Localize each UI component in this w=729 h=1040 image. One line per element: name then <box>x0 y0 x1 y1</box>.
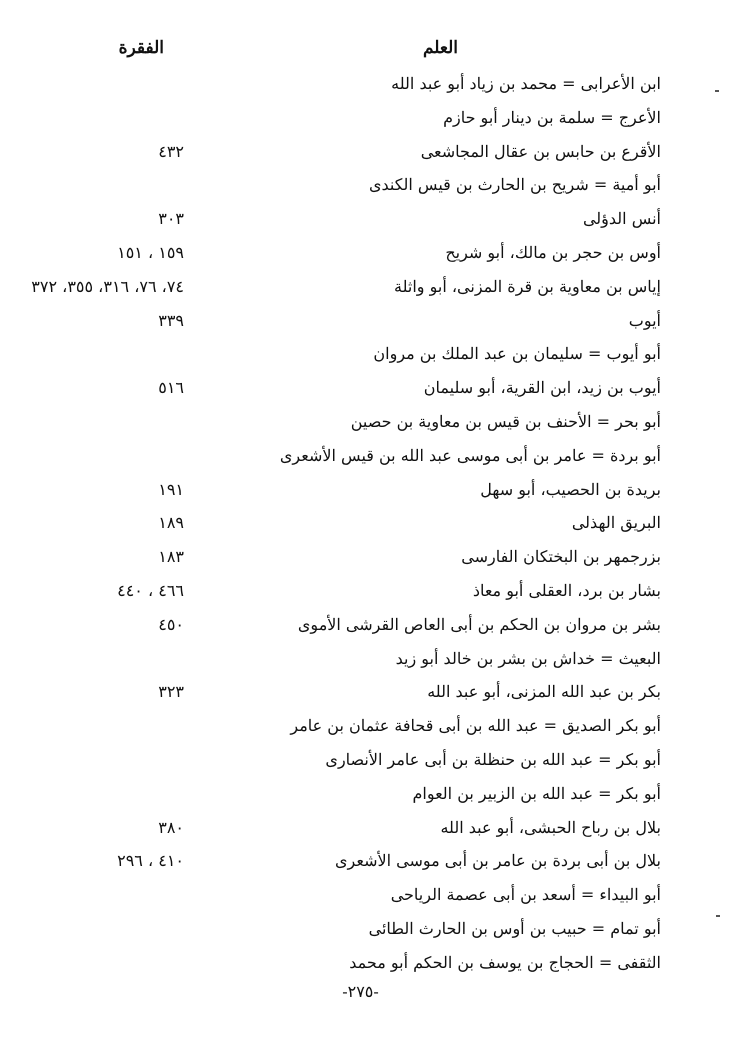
entry-name: الثقفى = الحجاج بن يوسف بن الحكم أبو محمد <box>349 952 661 972</box>
entry-name: البعيث = خداش بن بشر بن خالد أبو زيد <box>395 648 661 668</box>
index-entry <box>0 307 729 341</box>
scan-mark <box>716 915 720 917</box>
entry-name: بشر بن مروان بن الحكم بن أبى العاص القرشى الأموى <box>297 614 661 634</box>
index-entry <box>0 746 729 780</box>
entry-name: أبو بحر = الأحنف بن قيس بن معاوية بن حصين <box>350 411 661 431</box>
entry-paragraph-refs: ٤٦٦ ، ٤٤٠ <box>117 580 184 600</box>
entry-paragraph-refs: ٣٣٩ <box>158 310 184 330</box>
entry-name: أبو بردة = عامر بن أبى موسى عبد الله بن قيس الأشعرى <box>279 445 661 465</box>
index-entry <box>0 577 729 611</box>
index-entry <box>0 949 729 983</box>
entry-paragraph-refs: ٣٨٠ <box>158 817 184 837</box>
index-entry <box>0 239 729 273</box>
index-entry <box>0 645 729 679</box>
index-entry <box>0 780 729 814</box>
page-number: -٢٧٥- <box>342 982 379 1001</box>
index-entry <box>0 476 729 510</box>
entry-name: إياس بن معاوية بن قرة المزنى، أبو واثلة <box>394 276 661 296</box>
index-entry <box>0 205 729 239</box>
entry-name: أبو بكر = عبد الله بن حنظلة بن أبى عامر الأنصارى <box>325 749 661 769</box>
index-entry <box>0 273 729 307</box>
index-entry <box>0 442 729 476</box>
index-entry <box>0 814 729 848</box>
entry-paragraph-refs: ٤٥٠ <box>158 614 184 634</box>
column-header-paragraph: الفقرة <box>118 38 164 58</box>
entry-name: أبو البيداء = أسعد بن أبى عصمة الرياحى <box>390 885 661 905</box>
index-entry <box>0 881 729 915</box>
entry-paragraph-refs: ١٩١ <box>158 479 184 499</box>
entry-name: أبو تمام = حبيب بن أوس بن الحارث الطائى <box>368 918 661 938</box>
index-entry <box>0 104 729 138</box>
entry-name: أبو بكر = عبد الله بن الزبير بن العوام <box>412 783 661 803</box>
entry-name: أيوب بن زيد، ابن القرية، أبو سليمان <box>423 378 661 398</box>
entry-name: بشار بن برد، العقلى أبو معاذ <box>472 580 661 600</box>
entry-name: بكر بن عبد الله المزنى، أبو عبد الله <box>427 682 661 702</box>
index-entry <box>0 678 729 712</box>
entry-paragraph-refs: ١٨٣ <box>158 547 184 567</box>
entry-name: بلال بن أبى بردة بن عامر بن أبى موسى الأشعرى <box>335 851 661 871</box>
entry-name: بلال بن رباح الحبشى، أبو عبد الله <box>440 817 661 837</box>
index-entry <box>0 509 729 543</box>
column-header-name: العلم <box>422 38 458 58</box>
entry-paragraph-refs: ٤١٠ ، ٢٩٦ <box>117 851 184 871</box>
index-entry <box>0 408 729 442</box>
index-entry <box>0 915 729 949</box>
index-entry <box>0 611 729 645</box>
index-list <box>0 70 729 983</box>
index-entry <box>0 543 729 577</box>
entry-paragraph-refs: ١٥٩ ، ١٥١ <box>117 242 184 262</box>
entry-paragraph-refs: ٣٢٣ <box>158 682 184 702</box>
index-entry <box>0 712 729 746</box>
index-entry <box>0 171 729 205</box>
entry-name: بزرجمهر بن البختكان الفارسى <box>461 547 661 567</box>
entry-name: أبو أيوب = سليمان بن عبد الملك بن مروان <box>373 344 661 364</box>
entry-paragraph-refs: ٥١٦ <box>158 378 184 398</box>
entry-name: أنس الدؤلى <box>582 209 661 229</box>
entry-name: أبو بكر الصديق = عبد الله بن أبى قحافة عثمان بن عامر <box>290 716 661 736</box>
entry-name: البريق الهذلى <box>571 513 661 533</box>
entry-paragraph-refs: ١٨٩ <box>158 513 184 533</box>
entry-name: أوس بن حجر بن مالك، أبو شريح <box>445 242 661 262</box>
index-entry <box>0 374 729 408</box>
entry-name: ابن الأعرابى = محمد بن زياد أبو عبد الله <box>391 74 661 93</box>
entry-name: الأقرع بن حابس بن عقال المجاشعى <box>420 141 661 161</box>
index-entry <box>0 70 729 104</box>
page-footer <box>0 982 729 1001</box>
index-entry <box>0 138 729 172</box>
scan-mark <box>715 90 719 92</box>
entry-paragraph-refs: ٤٣٢ <box>158 141 184 161</box>
entry-name: بريدة بن الحصيب، أبو سهل <box>480 479 661 499</box>
entry-paragraph-refs: ٧٤، ٧٦، ٣١٦، ٣٥٥، ٣٧٢ <box>31 276 184 296</box>
index-entry <box>0 340 729 374</box>
entry-name: الأعرج = سلمة بن دينار أبو حازم <box>443 107 661 127</box>
entry-name: أيوب <box>628 310 661 330</box>
index-entry <box>0 847 729 881</box>
entry-paragraph-refs: ٣٠٣ <box>158 209 184 229</box>
entry-name: أبو أمية = شريح بن الحارث بن قيس الكندى <box>368 175 661 195</box>
